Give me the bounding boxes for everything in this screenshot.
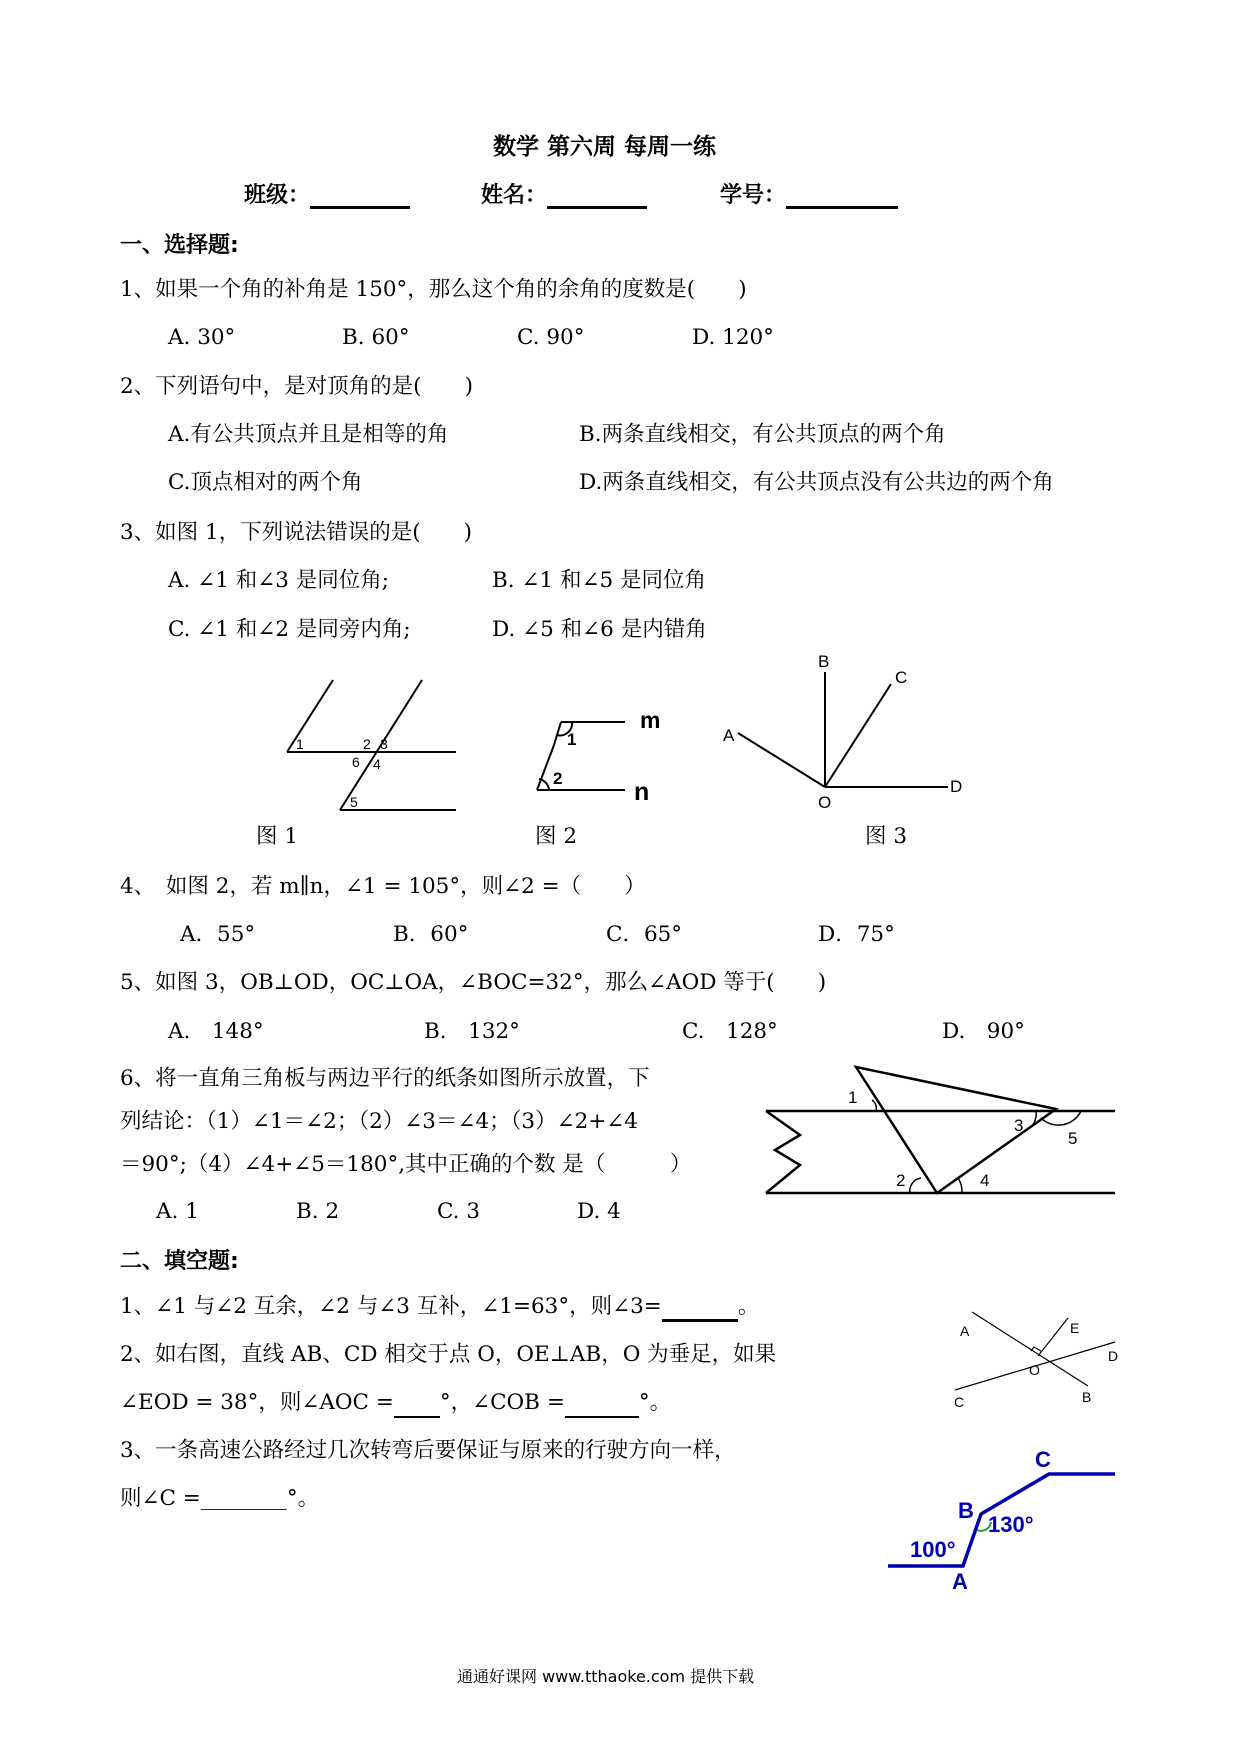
strip-label-1: 1 <box>848 1088 858 1107</box>
q5-option-a: A. 148° <box>168 1019 264 1044</box>
fig1-label-6: 6 <box>352 754 360 770</box>
q4-option-c: C．65° <box>606 922 683 947</box>
q6-line-2: 列结论：（1）∠1＝∠2；（2）∠3＝∠4；（3）∠2+∠4 <box>120 1109 638 1134</box>
fill-q3-line-2: 则∠C =________°。 <box>120 1486 320 1511</box>
footer-note: 通通好课网 www.tthaoke.com 提供下载 <box>457 1667 755 1686</box>
q6-option-c: C. 3 <box>437 1199 481 1224</box>
fig1-label-4: 4 <box>373 756 381 772</box>
fig2-label-2: 2 <box>553 769 563 788</box>
q3-stem: 3、如图 1，下列说法错误的是( ) <box>120 520 472 545</box>
id-label: 学号： <box>720 183 787 208</box>
fig2-label-n: n <box>634 778 650 806</box>
q6-option-b: B. 2 <box>296 1199 340 1224</box>
q4-stem: 4、 如图 2，若 m∥n，∠1 = 105°，则∠2 =（ ） <box>120 874 646 899</box>
q2-option-c: C.顶点相对的两个角 <box>168 470 363 495</box>
q2-option-d: D.两条直线相交，有公共顶点没有公共边的两个角 <box>579 470 1054 495</box>
q3-option-b: B. ∠1 和∠5 是同位角 <box>492 568 707 593</box>
q3-option-c: C. ∠1 和∠2 是同旁内角; <box>168 617 411 642</box>
q4-option-b: B．60° <box>393 922 469 947</box>
fig1-label-2: 2 <box>363 736 371 752</box>
fill-q2-text-c: °。 <box>638 1390 672 1415</box>
highway-angle-130: 130° <box>988 1512 1034 1537</box>
strip-label-4: 4 <box>980 1171 990 1190</box>
fig1-label-3: 3 <box>380 736 388 752</box>
fig3-label-A: A <box>723 726 735 745</box>
q1-option-b: B. 60° <box>342 325 410 350</box>
strip-label-2: 2 <box>896 1171 906 1190</box>
name-label: 姓名： <box>481 183 548 208</box>
page-title: 数学 第六周 每周一练 <box>493 134 717 160</box>
fill-q1-text: 1、∠1 与∠2 互余，∠2 与∠3 互补，∠1=63°，则∠3= <box>120 1294 662 1319</box>
fig3-label-C: C <box>895 668 908 687</box>
fig1-caption: 图 1 <box>256 824 299 849</box>
highway-label-A: A <box>952 1569 968 1594</box>
q5-option-b: B. 132° <box>424 1019 520 1044</box>
intersect-label-O: O <box>1029 1362 1040 1378</box>
q1-option-a: A. 30° <box>168 325 236 350</box>
fig3-label-B: B <box>818 652 830 671</box>
section-choice-heading: 一、选择题: <box>120 233 239 258</box>
intersect-label-B: B <box>1082 1389 1092 1405</box>
fig2-label-m: m <box>640 707 661 733</box>
q1-option-d: D. 120° <box>692 325 774 350</box>
fig2-caption: 图 2 <box>535 824 578 849</box>
q5-stem: 5、如图 3，OB⊥OD，OC⊥OA，∠BOC=32°，那么∠AOD 等于( ) <box>120 970 827 995</box>
highway-label-B: B <box>958 1498 974 1523</box>
fig3-label-O: O <box>818 793 832 812</box>
highway-angle-100: 100° <box>910 1537 956 1562</box>
highway-label-C: C <box>1035 1447 1051 1472</box>
fill-q1-end: 。 <box>737 1294 760 1319</box>
class-label: 班级： <box>244 183 311 208</box>
q6-option-d: D. 4 <box>577 1199 621 1224</box>
q1-stem: 1、如果一个角的补角是 150°，那么这个角的余角的度数是( ) <box>120 277 747 302</box>
section-fill-heading: 二、填空题: <box>120 1249 239 1274</box>
strip-label-5: 5 <box>1068 1129 1078 1148</box>
q3-option-a: A. ∠1 和∠3 是同位角; <box>168 568 389 593</box>
q2-option-a: A.有公共顶点并且是相等的角 <box>168 422 449 447</box>
fig1-label-5: 5 <box>350 794 358 810</box>
intersect-label-C: C <box>954 1394 965 1410</box>
intersect-label-E: E <box>1070 1320 1080 1336</box>
q5-option-d: D. 90° <box>942 1019 1025 1044</box>
fig3-label-D: D <box>950 777 963 796</box>
fig2-label-1: 1 <box>567 730 577 749</box>
q4-option-d: D．75° <box>818 922 895 947</box>
q2-stem: 2、下列语句中，是对顶角的是( ) <box>120 374 473 399</box>
q6-option-a: A. 1 <box>156 1199 199 1224</box>
fill-q2-line-1: 2、如右图，直线 AB、CD 相交于点 O，OE⊥AB，O 为垂足，如果 <box>120 1342 777 1367</box>
fig1-label-1: 1 <box>296 736 304 752</box>
fig3-caption: 图 3 <box>865 824 908 849</box>
q4-option-a: A．55° <box>180 922 256 947</box>
q2-option-b: B.两条直线相交，有公共顶点的两个角 <box>579 422 946 447</box>
fill-q3-line-1: 3、一条高速公路经过几次转弯后要保证与原来的行驶方向一样， <box>120 1438 736 1463</box>
q1-option-c: C. 90° <box>517 325 585 350</box>
q3-option-d: D. ∠5 和∠6 是内错角 <box>492 617 707 642</box>
fill-q2-text-a: ∠EOD = 38°，则∠AOC = <box>120 1390 394 1415</box>
intersect-label-A: A <box>960 1323 970 1339</box>
q5-option-c: C. 128° <box>682 1019 778 1044</box>
fill-q2-text-b: °，∠COB = <box>439 1390 565 1415</box>
strip-label-3: 3 <box>1014 1116 1024 1135</box>
intersect-label-D: D <box>1108 1348 1119 1364</box>
q6-line-1: 6、将一直角三角板与两边平行的纸条如图所示放置，下 <box>120 1066 650 1091</box>
q6-line-3: ＝90°;（4）∠4+∠5＝180°,其中正确的个数 是（ ） <box>120 1152 692 1177</box>
